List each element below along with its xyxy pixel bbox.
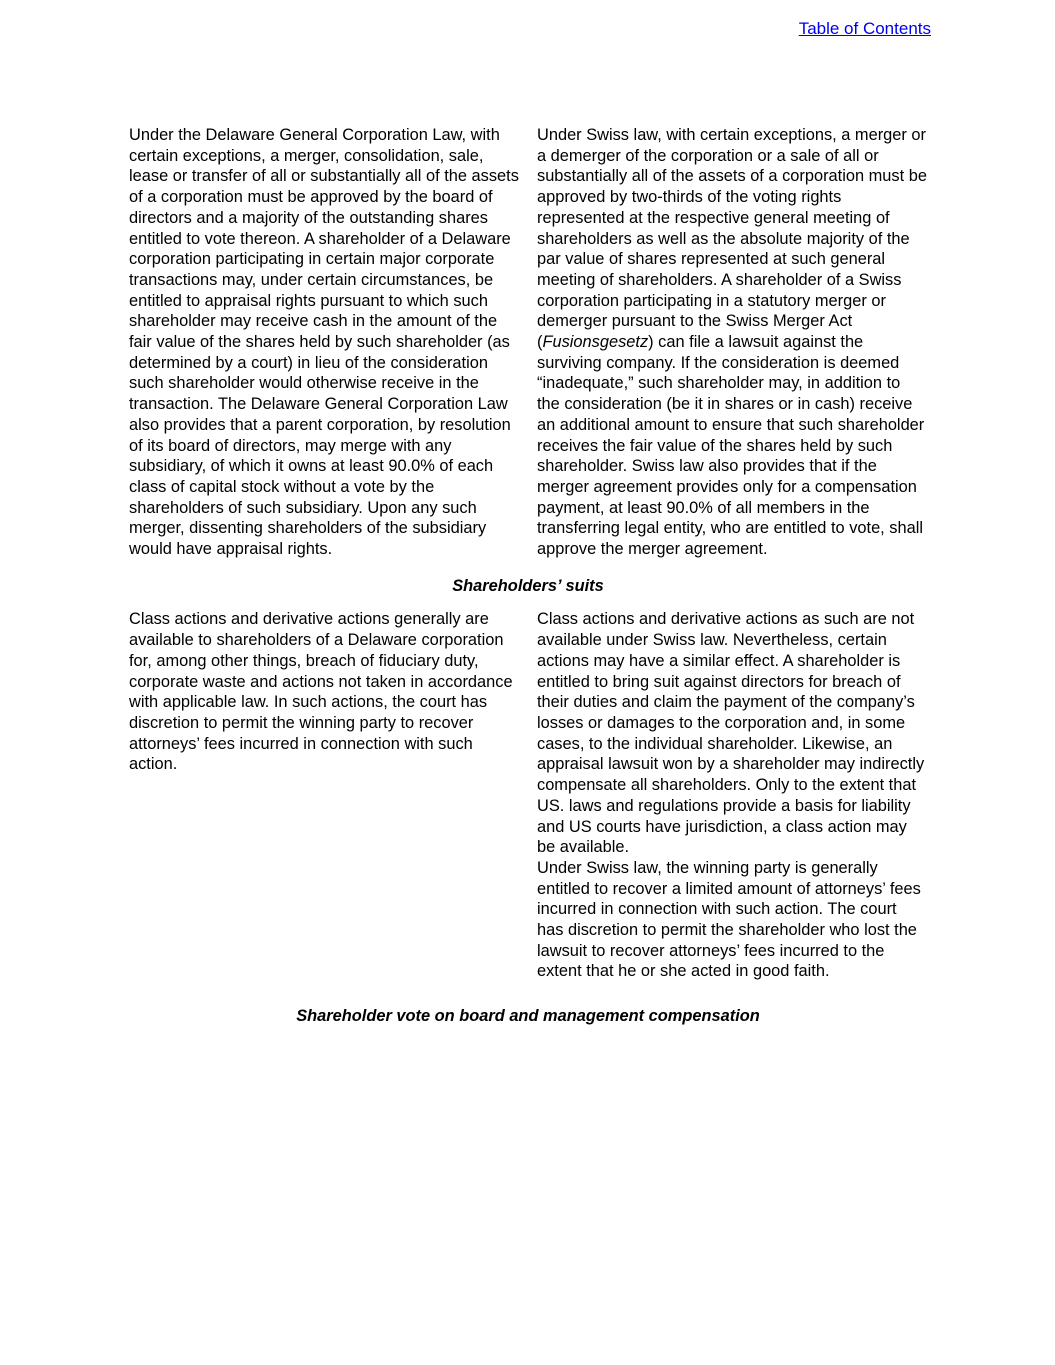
delaware-merger-text: Under the Delaware General Corporation Law, with certain exceptions, a merger, consolidation, sale, lease or transfer of all or substantially all of the assets of a corporation must be approved by the board of directors and a majority of the outstanding shares entitled to vote thereon. A shareholder of a Delaware corporation participating in certain major corporate transactions may, under certain circumstances, be entitled to appraisal rights pursuant to which such shareholder may receive cash in the amount of the fair value of the shares held by such shareholder (as determined by a court) in lieu of the consideration such shareholder would otherwise receive in the transaction. The Delaware General Corporation Law also provides that a parent corporation, by resolution of its board of directors, may merge with any subsidiary, of which it owns at least 90.0% of each class of capital stock without a vote by the shareholders of such subsidiary. Upon any such merger, dissenting shareholders of the subsidiary would have appraisal rights. — [129, 126, 519, 559]
swiss-merger-text — [537, 125, 927, 560]
table-of-contents-link[interactable]: Table of Contents — [798, 19, 931, 38]
swiss-merger-text-part-1: Under Swiss law, with certain exceptions, a merger or a demerger of the corporation or a sale of all or substantially all of the assets of a corporation must be approved by two-thirds of the voting rights represented at the respective general meeting of shareholders as well as the absolute majority of the par value of shares represented at such general meeting of shareholders. A shareholder of a Swiss corporation participating in a statutory merger or demerger pursuant to the Swiss Merger Act ( — [537, 126, 927, 352]
merger-row — [129, 125, 927, 560]
delaware-column — [129, 125, 519, 560]
shareholders-suits-heading: Shareholders’ suits — [452, 576, 604, 595]
comparison-content — [129, 125, 927, 1027]
swiss-column — [537, 609, 927, 982]
delaware-column — [129, 609, 519, 982]
suits-row — [129, 609, 927, 982]
swiss-merger-act-name: Fusionsgesetz — [542, 333, 649, 352]
compensation-vote-heading: Shareholder vote on board and management compensation — [296, 1007, 760, 1026]
delaware-suits-text: Class actions and derivative actions generally are available to shareholders of a Delaware corporation for, among other things, breach of fiduciary duty, corporate waste and actions not taken in accordance with applicable law. In such actions, the court has discretion to permit the winning party to recover attorneys’ fees incurred in connection with such action. — [129, 610, 513, 774]
swiss-column — [537, 125, 927, 560]
swiss-suits-paragraph-2: Under Swiss law, the winning party is generally entitled to recover a limited amount of attorneys’ fees incurred in connection with such action. The court has discretion to permit the shareholder who lost the lawsuit to recover attorneys’ fees incurred to the extent that he or she acted in good faith. — [537, 858, 921, 981]
swiss-suits-paragraph-1: Class actions and derivative actions as such are not available under Swiss law. Nevertheless, certain actions may have a similar effect. A shareholder is entitled to bring suit against directors for breach of their duties and claim the payment of the company’s losses or damages to the corporation and, in some cases, to the individual shareholder. Likewise, an appraisal lawsuit won by a shareholder may indirectly compensate all shareholders. Only to the extent that US. laws and regulations provide a basis for liability and US courts have jurisdiction, a class action may be available. — [537, 610, 925, 857]
swiss-merger-text-part-2: ) can file a lawsuit against the surviving company. If the consideration is deemed “inadequate,” such shareholder may, in addition to the consideration (be it in shares or in cash) receive an additional amount to ensure that such shareholder receives the fair value of the shares held by such shareholder. Swiss law also provides that if the merger agreement provides only for a compensation payment, at least 90.0% of all members in the transferring legal entity, who are entitled to vote, shall approve the merger agreement. — [537, 333, 925, 559]
